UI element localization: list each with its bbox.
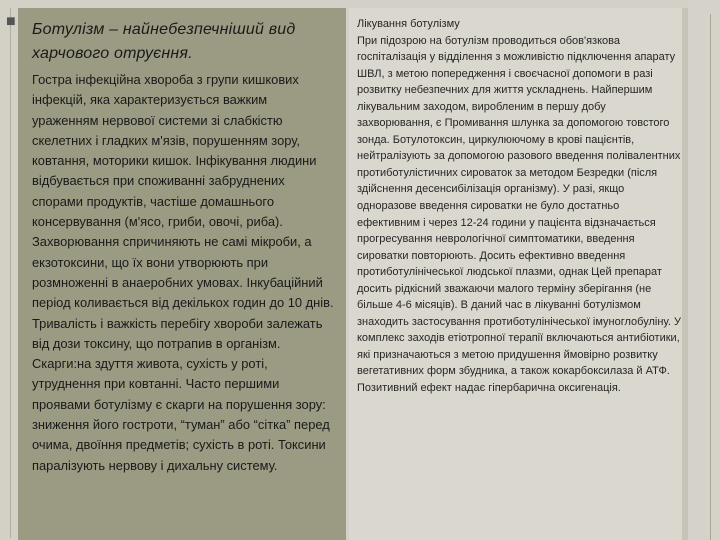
right-column-body: При підозрою на ботулізм проводиться обов'язкова госпіталізація у відділення з можливістю підключення апарату ШВЛ, з метою попередження і своєчасної допомоги в разі розвитку небезпечних для життя ускладнень. Найпершим лікувальним заходом, виробленим в першу добу захворювання, є Промивання шлунка за допомогою товстого зонда. Ботулотоксин, циркулюючому в крові пацієнтів, нейтралізують за допомогою разового введення полівалентних протиботулістичних сироваток за методом Безредки (після здійснення десенсибілізація організму). У разі, якщо одноразове введення сироватки не було достатньо ефективним і через 12-24 години у пацієнта відзначається прогресування неврологічної симптоматики, введення сироватки повторюють. Досить ефективно введення протиботулінічеської людської плазми, однак Цей препарат досить рідкісний зважаючи малого терміну зберігання (не більше 4-6 місяців). В даний час в лікуванні ботулізмом знаходить застосування протиботулінічеської імуноглобуліну. У комплекс заходів етіотропної терапії включаються антибіотики, які призначаються з метою придушення ймовірно розвитку вегетативних форм збудника, а також кокарбоксилаза й АТФ. Позитивний ефект надає гіпербарична оксигенація. bbox=[357, 34, 681, 395]
right-column bbox=[349, 8, 682, 540]
bullet-square-icon: ■ bbox=[6, 13, 16, 30]
right-edge-strip bbox=[688, 0, 720, 540]
left-column-title: Ботулізм – найнебезпечніший вид харчового отруєння. bbox=[32, 21, 296, 62]
right-edge-line bbox=[710, 14, 711, 540]
left-column bbox=[18, 8, 346, 540]
right-column-title: Лікування ботулізму bbox=[357, 18, 460, 30]
left-column-body: Гостра інфекційна хвороба з групи кишкових інфекцій, яка характеризується важким ураженням нервової системи зі слабкістю скелетних і гладких м'язів, порушенням зору, ковтання, моторики кишок. Інфікування людини відбувається при споживанні забруднених спорами продуктів, частіше домашнього консервування (м'ясо, гриби, овочі, риба). Захворювання спричиняють не самі мікроби, а екзотоксини, що їх вони утворюють при розмноженні в анаеробних умовах. Інкубаційний період коливається від декількох годин до 10 днів. Тривалість і важкість перебігу хвороби залежать від дози токсину, що потрапив в організм. Скарги:на здуття живота, сухість у роті, утруднення при ковтанні. Часто першими проявами ботулізму є скарги на порушення зору: зниження його гостроти, “туман” або “сітка” перед очима, двоїння предметів; сухість в роті. Токсини паралізують нервову і дихальну систему. bbox=[32, 72, 334, 473]
